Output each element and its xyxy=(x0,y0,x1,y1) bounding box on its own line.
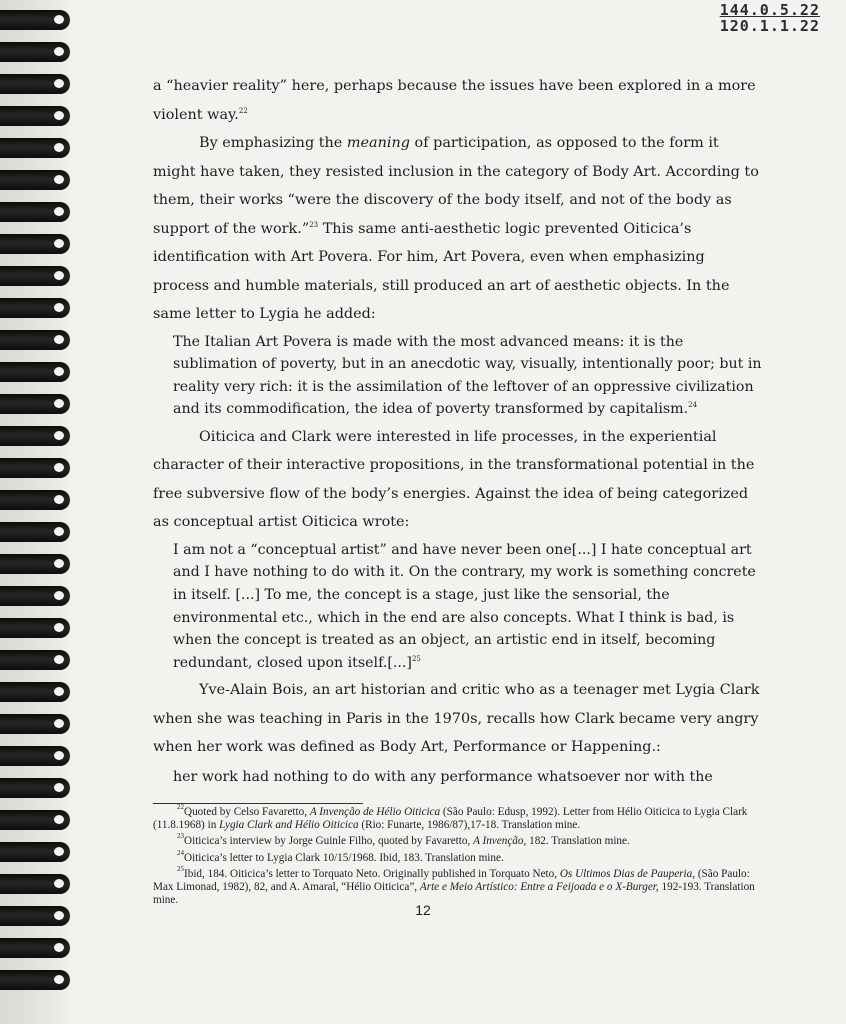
spiral-binding-ring xyxy=(0,138,70,158)
footnote-ref: 22 xyxy=(238,106,248,115)
footnote-23 xyxy=(153,832,763,848)
spiral-binding-ring xyxy=(0,810,70,830)
spiral-binding-ring xyxy=(0,970,70,990)
spiral-binding-ring xyxy=(0,458,70,478)
paragraph-1 xyxy=(153,72,763,129)
footnote-text: Oiticica’s interview by Jorge Guinle Filho, quoted by Favaretto, xyxy=(184,835,474,848)
paragraph-text: of participation, as opposed to the form it might have taken, they resisted inclusion in the category of Body Art. According to them, their works “were the discovery of the body itself, and not of the body as support of the work.” xyxy=(153,135,759,237)
footnote-title: Os Ultimos Dias de Pauperia, xyxy=(559,867,696,880)
footnote-ref: 23 xyxy=(309,220,319,229)
spiral-binding-ring xyxy=(0,682,70,702)
block-quote-2 xyxy=(173,539,763,675)
paragraph-text: By emphasizing the xyxy=(199,135,347,151)
paragraph-2 xyxy=(153,129,763,329)
footnote-24 xyxy=(153,848,763,865)
spiral-binding-ring xyxy=(0,170,70,190)
spiral-binding-ring xyxy=(0,298,70,318)
spiral-binding-ring xyxy=(0,842,70,862)
body-text xyxy=(153,72,763,791)
footnotes xyxy=(153,803,763,910)
quote-text: her work had nothing to do with any performance whatsoever nor with the xyxy=(173,768,713,785)
quote-text: I am not a “conceptual artist” and have never been one[...] I hate conceptual art and I have nothing to do with it. On the contrary, my work is something concrete in itself. [...] To me, the concept is a stage, just like the sensorial, the environmental etc., which in the end are also concepts. What I think is bad, is when the concept is treated as an object, an artistic end in itself, becoming redundant, closed upon itself.[...] xyxy=(173,541,756,671)
footnote-ref: 25 xyxy=(411,654,421,663)
footnote-number: 24 xyxy=(177,848,184,857)
spiral-binding-ring xyxy=(0,266,70,286)
paragraph-text: Yve-Alain Bois, an art historian and critic who as a teenager met Lygia Clark when she was teaching in Paris in the 1970s, recalls how Clark became very angry when her work was defined as Body Art, Performance or Happening.: xyxy=(153,682,760,756)
spiral-binding-ring xyxy=(0,490,70,510)
block-quote-3 xyxy=(173,766,763,789)
spiral-binding-ring xyxy=(0,650,70,670)
spiral-binding-ring xyxy=(0,522,70,542)
spiral-binding-ring xyxy=(0,202,70,222)
paragraph-3 xyxy=(153,423,763,537)
spiral-binding-ring xyxy=(0,746,70,766)
paragraph-4 xyxy=(153,676,763,762)
spiral-binding-ring xyxy=(0,42,70,62)
footnote-number: 22 xyxy=(177,803,184,811)
spiral-binding-ring xyxy=(0,586,70,606)
quote-text: The Italian Art Povera is made with the most advanced means: it is the sublimation of poverty, but in an anecdotic way, visually, intentionally poor; but in reality very rich: it is the assimilation of the leftover of an oppressive civilization and its commodification, the idea of poverty transformed by capitalism. xyxy=(173,333,762,418)
binding-spine xyxy=(0,0,76,1024)
spiral-binding-ring xyxy=(0,714,70,734)
catalog-number-line-1: 144.0.5.22 xyxy=(719,1,820,19)
paragraph-text: This same anti-aesthetic logic prevented Oiticica’s identification with Art Povera. For him, Art Povera, even when emphasizing process and humble materials, still produced an art of aesthetic objects. In the same letter to Lygia he added: xyxy=(153,220,730,322)
footnote-text: (São Paulo: Max Limonad, 1982), 82, and A. Amaral, “Hélio Oiticica”, xyxy=(153,867,750,894)
footnote-divider xyxy=(153,803,363,804)
spiral-binding-ring xyxy=(0,618,70,638)
page-number: 12 xyxy=(415,902,431,918)
block-quote-1 xyxy=(173,331,763,421)
paragraph-text: a “heavier reality” here, perhaps because the issues have been explored in a more violent way. xyxy=(153,78,756,123)
spiral-binding-ring xyxy=(0,362,70,382)
handwritten-catalog-number xyxy=(720,2,820,34)
footnote-text: Quoted by Celso Favaretto, xyxy=(184,806,310,818)
footnote-text: (Rio: Funarte, 1986/87),17-18. Translation mine. xyxy=(358,819,581,832)
spiral-binding-ring xyxy=(0,106,70,126)
footnote-number: 25 xyxy=(177,864,184,873)
spiral-binding-ring xyxy=(0,394,70,414)
footnote-title: A Invenção de Hélio Oiticica xyxy=(309,806,441,818)
catalog-number-line-2: 120.1.1.22 xyxy=(719,17,820,35)
footnote-22 xyxy=(153,803,763,832)
spiral-binding-ring xyxy=(0,778,70,798)
spiral-binding-ring xyxy=(0,938,70,958)
footnote-text: Oiticica’s letter to Lygia Clark 10/15/1968. Ibid, 183. Translation mine. xyxy=(184,851,504,864)
spiral-binding-ring xyxy=(0,10,70,30)
spiral-binding-ring xyxy=(0,554,70,574)
paragraph-text: Oiticica and Clark were interested in life processes, in the experiential character of their interactive propositions, in the transformational potential in the free subversive flow of the body’s energies. Against the idea of being categorized as conceptual artist Oiticica wrote: xyxy=(153,428,755,531)
spiral-binding-ring xyxy=(0,74,70,94)
spiral-binding-ring xyxy=(0,874,70,894)
footnote-title: Arte e Meio Artístico: Entre a Feijoada e o X-Burger, xyxy=(419,881,659,894)
footnote-title: Lygia Clark and Hélio Oiticica xyxy=(219,819,359,832)
footnote-text: 192-193. Translation mine. xyxy=(153,881,755,907)
footnote-title: A Invenção, xyxy=(473,835,527,848)
footnote-ref: 24 xyxy=(688,401,698,410)
spiral-binding-ring xyxy=(0,426,70,446)
footnote-text: Ibid, 184. Oiticica’s letter to Torquato Neto. Originally published in Torquato Neto, xyxy=(184,867,560,880)
spiral-binding-ring xyxy=(0,330,70,350)
emphasis-text: meaning xyxy=(346,135,410,151)
spiral-binding-ring xyxy=(0,234,70,254)
footnote-number: 23 xyxy=(177,832,184,841)
footnote-text: 182. Translation mine. xyxy=(526,835,630,848)
footnote-text: (São Paulo: Edusp, 1992). Letter from Hélio Oiticica to Lygia Clark (11.8.1968) in xyxy=(153,806,748,832)
